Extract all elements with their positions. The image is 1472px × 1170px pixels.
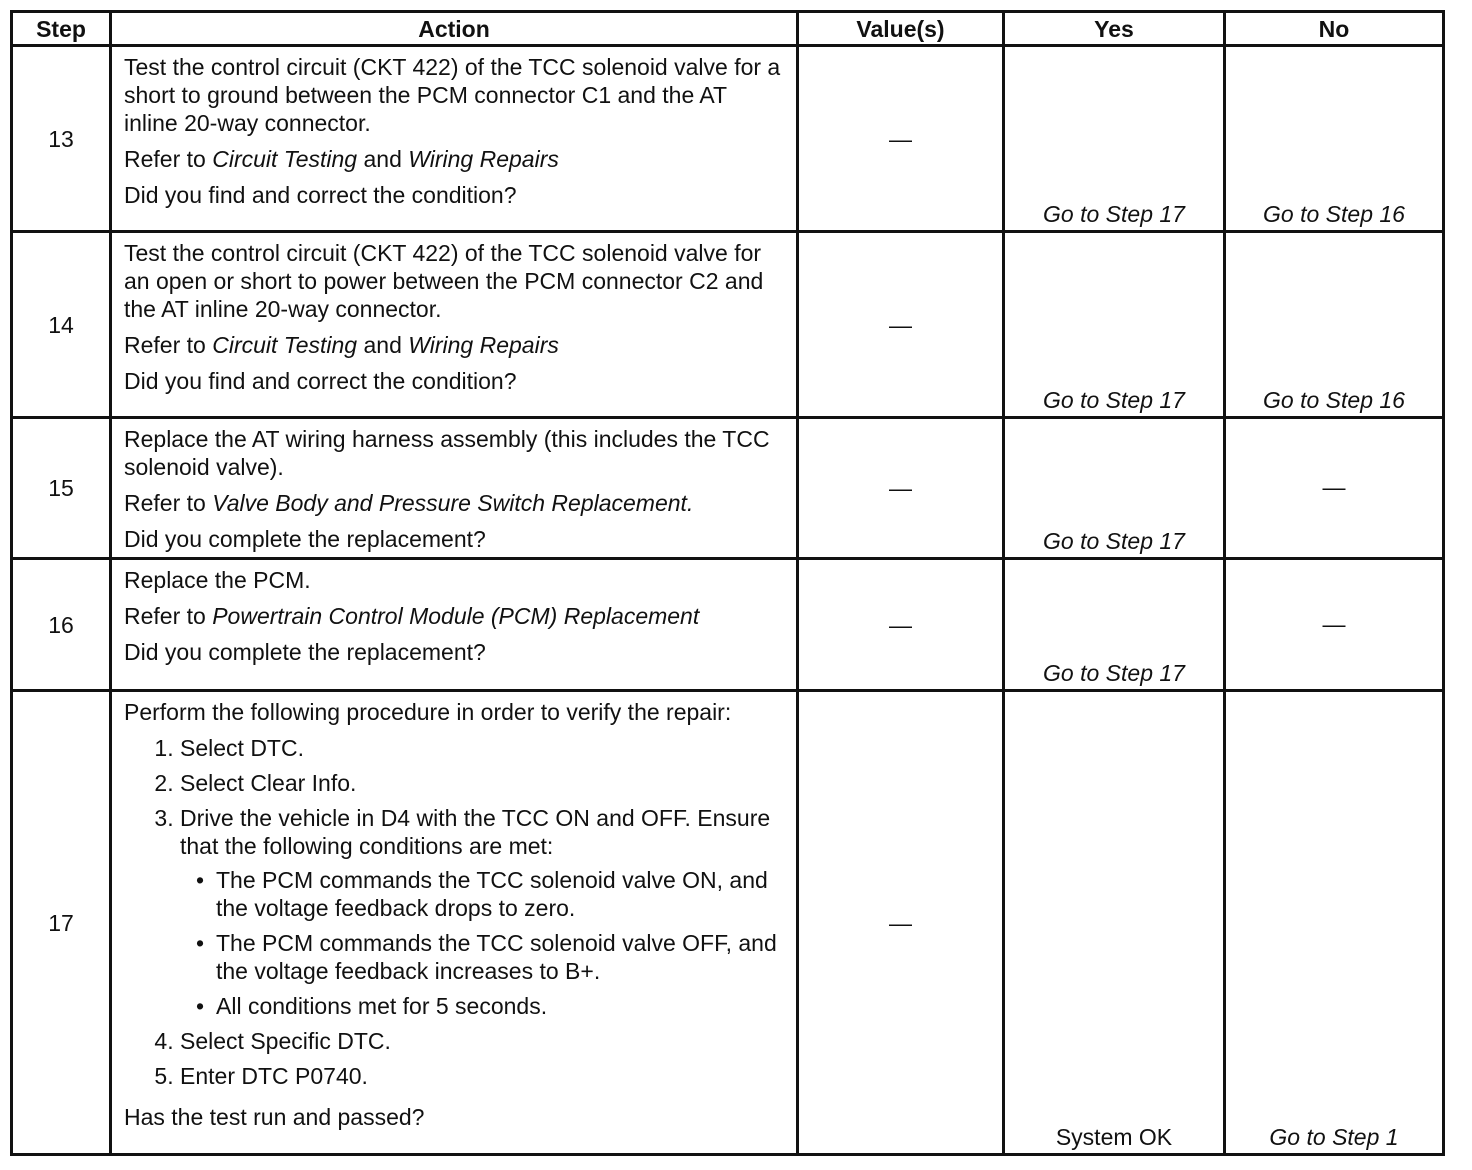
conditions-list <box>180 866 786 1020</box>
value-cell: — <box>798 46 1004 232</box>
header-yes: Yes <box>1004 12 1225 46</box>
table-row <box>12 232 1444 418</box>
no-result: Go to Step 16 <box>1225 232 1444 418</box>
bullet-item: • The PCM commands the TCC solenoid valve OFF, and the voltage feedback increases to B+. <box>216 929 786 985</box>
reference-line: Refer to Powertrain Control Module (PCM) Replacement <box>124 603 700 629</box>
no-result: — <box>1225 418 1444 559</box>
no-result: Go to Step 1 <box>1225 691 1444 1155</box>
no-result: Go to Step 16 <box>1225 46 1444 232</box>
value-cell: — <box>798 418 1004 559</box>
no-result: — <box>1225 559 1444 691</box>
action-cell <box>111 559 798 691</box>
header-step: Step <box>12 12 111 46</box>
reference-link[interactable]: Powertrain Control Module (PCM) Replacement <box>212 603 700 629</box>
reference-line: Refer to Valve Body and Pressure Switch Replacement. <box>124 490 694 516</box>
bullet-item: • All conditions met for 5 seconds. <box>216 992 786 1020</box>
value-cell: — <box>798 691 1004 1155</box>
yes-result: Go to Step 17 <box>1004 418 1225 559</box>
action-cell <box>111 232 798 418</box>
step-number: 14 <box>12 232 111 418</box>
header-row <box>12 12 1444 46</box>
action-cell <box>111 418 798 559</box>
header-values: Value(s) <box>798 12 1004 46</box>
reference-link[interactable]: Wiring Repairs <box>408 332 559 358</box>
step-number: 15 <box>12 418 111 559</box>
reference-link[interactable]: Circuit Testing <box>212 332 358 358</box>
action-cell <box>111 691 798 1155</box>
reference-link[interactable]: Valve Body and Pressure Switch Replacement. <box>212 490 694 516</box>
reference-link[interactable]: Circuit Testing <box>212 146 358 172</box>
action-cell <box>111 46 798 232</box>
list-item: 5. Enter DTC P0740. <box>180 1062 786 1090</box>
table-row <box>12 418 1444 559</box>
header-action: Action <box>111 12 798 46</box>
diagnostic-table <box>10 10 1445 1156</box>
action-question: Did you find and correct the condition? <box>124 368 517 394</box>
reference-link[interactable]: Wiring Repairs <box>408 146 559 172</box>
reference-line: Refer to Circuit Testing and Wiring Repairs <box>124 146 559 172</box>
yes-result: Go to Step 17 <box>1004 559 1225 691</box>
header-no: No <box>1225 12 1444 46</box>
procedure-list <box>124 734 786 1097</box>
list-item: 4. Select Specific DTC. <box>180 1027 786 1055</box>
value-cell: — <box>798 232 1004 418</box>
action-text: Perform the following procedure in order to verify the repair: <box>124 699 732 725</box>
table-row <box>12 559 1444 691</box>
list-item: 2. Select Clear Info. <box>180 769 786 797</box>
list-item: 1. Select DTC. <box>180 734 786 762</box>
value-cell: — <box>798 559 1004 691</box>
reference-line: Refer to Circuit Testing and Wiring Repairs <box>124 332 559 358</box>
action-question: Did you complete the replacement? <box>124 526 486 552</box>
action-question: Did you complete the replacement? <box>124 639 486 665</box>
action-text: Replace the AT wiring harness assembly (this includes the TCC solenoid valve). <box>124 426 770 480</box>
list-item: 3. Drive the vehicle in D4 with the TCC ON and OFF. Ensure that the following conditions are met: • The PCM commands the TCC solenoid valve ON, and the voltage feedback drops to zero. • The PCM commands the TCC solenoid valve OFF, and the voltage feedback increases to B+. • All conditions met for 5 seconds. <box>180 804 786 1020</box>
step-number: 17 <box>12 691 111 1155</box>
action-question: Did you find and correct the condition? <box>124 182 517 208</box>
action-text: Test the control circuit (CKT 422) of the TCC solenoid valve for a short to ground between the PCM connector C1 and the AT inline 20-way connector. <box>124 54 781 136</box>
yes-result: Go to Step 17 <box>1004 46 1225 232</box>
action-question: Has the test run and passed? <box>124 1104 425 1130</box>
step-number: 16 <box>12 559 111 691</box>
step-number: 13 <box>12 46 111 232</box>
table-row <box>12 691 1444 1155</box>
yes-result: Go to Step 17 <box>1004 232 1225 418</box>
action-text: Replace the PCM. <box>124 567 311 593</box>
action-text: Test the control circuit (CKT 422) of the TCC solenoid valve for an open or short to power between the PCM connector C2 and the AT inline 20-way connector. <box>124 240 764 322</box>
table-row <box>12 46 1444 232</box>
bullet-item: • The PCM commands the TCC solenoid valve ON, and the voltage feedback drops to zero. <box>216 866 786 922</box>
yes-result: System OK <box>1004 691 1225 1155</box>
